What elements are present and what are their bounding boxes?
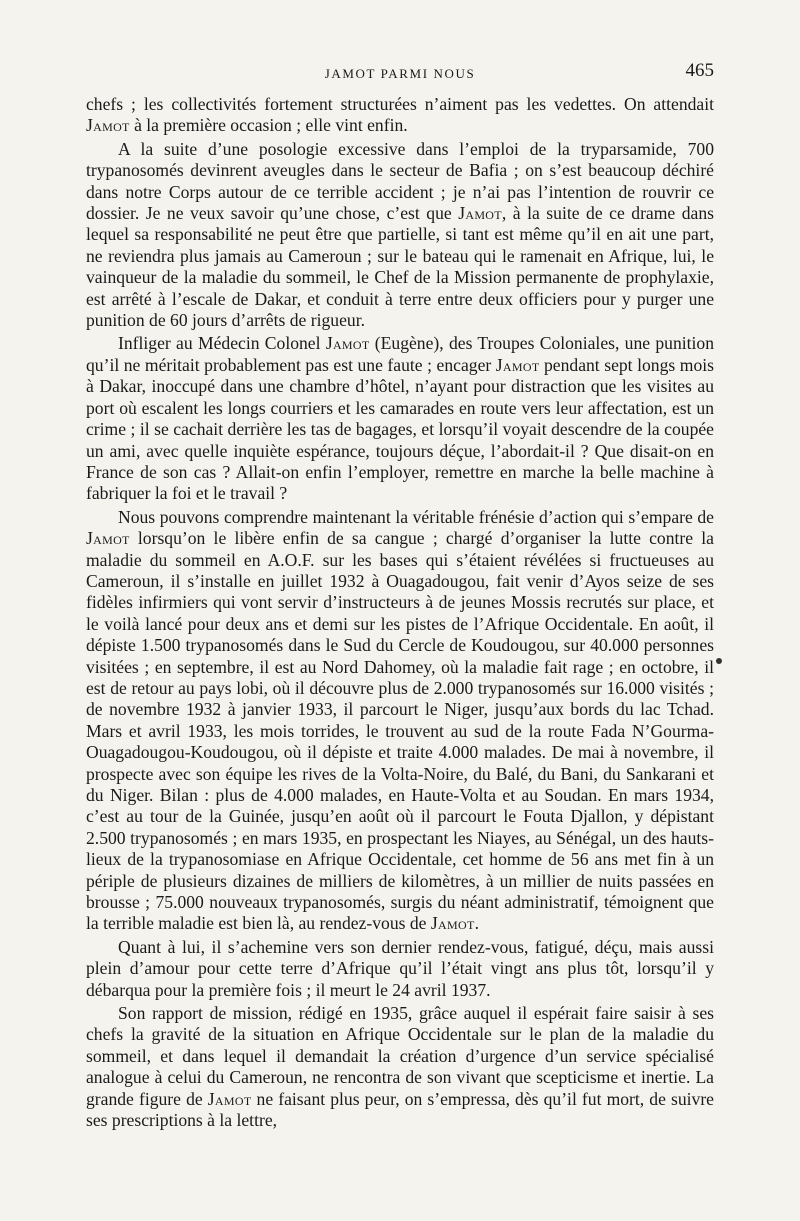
author-name-smallcaps: Jamot [207,1088,252,1109]
author-name-smallcaps: Jamot [86,528,130,549]
body-text [86,94,714,1132]
paragraph-6 [86,1003,714,1131]
author-name-smallcaps: Jamot [86,115,130,136]
paragraph-3 [86,333,714,504]
paragraph-1 [86,94,714,137]
text-run: chefs ; les collectivités fortement structurées n’aiment pas les vedettes. On attendait [86,94,714,114]
author-name-smallcaps: Jamot [458,203,502,224]
text-run: (Eugène), des Troupes Coloniales, une punition qu’il ne méritait probablement pas est une faute ; encager [86,333,715,375]
text-run: lorsqu’on le libère enfin de sa cangue ; chargé d’organiser la lutte contre la maladie du sommeil en A.O.F. sur les bases qui s’étaient révélées si fructueuses au Cameroun, il s’installe en juillet 1932 à Ouagadougou, fait venir d’Ayos seize de ses fidèles infirmiers qui vont servir d’instructeurs à de jeunes Mossis recrutés sur place, et le voilà lancé pour deux ans et demi sur les pistes de l’Afrique Occidentale. En août, il dépiste 1.500 trypanosomés dans le Sud du Cercle de Koudougou, sur 40.000 personnes visitées ; en septembre, il est au Nord Dahomey, où la maladie fait rage ; en octobre, il est de retour au pays lobi, où il découvre plus de 2.000 trypanosomés sur 16.000 visités ; de novembre 1932 à janvier 1933, il parcourt le Niger, jusqu’aux bords du lac Tchad. Mars et avril 1933, les mois torrides, le trouvent au sud de la route Fada N’Gourma-Ouagadougou-Koudougou, où il dépiste et traite 4.000 malades. De mai à novembre, il prospecte avec son équipe les rives de la Volta-Noire, du Balé, du Bani, du Sankarani et du Niger. Bilan : plus de 4.000 malades, en Haute-Volta et au Soudan. En mars 1934, c’est au tour de la Guinée, jusqu’en août où il parcourt le Fouta Djallon, y dépistant 2.500 trypanosomés ; en mars 1935, en prospectant les Niayes, au Sénégal, un des hauts-lieux de la trypanosomiase en Afrique Occidentale, cet homme de 56 ans met fin à un périple de plusieurs dizaines de milliers de kilomètres, à un millier de nuits passées en brousse ; 75.000 nouveaux trypanosomés, surgis du néant administratif, témoignent que la terrible maladie est bien là, au rendez-vous de [86,528,714,934]
author-name-smallcaps: Jamot [495,354,540,375]
paragraph-4 [86,507,714,935]
author-name-smallcaps: Jamot [325,333,370,354]
book-page [86,58,714,1132]
ink-smudge [716,658,722,664]
text-run: Nous pouvons comprendre maintenant la véritable frénésie d’action qui s’empare de [118,506,714,527]
running-head [86,58,714,94]
paragraph-5 [86,937,714,1001]
text-run: A la suite d’une posologie excessive dans l’emploi de la tryparsamide, 700 trypanosomés devinrent aveugles dans le secteur de Bafia ; on s’est beaucoup déchiré dans notre Corps autour de ce terrible accident ; je n’ai pas l’intention de rouvrir ce dossier. Je ne veux savoir qu’une chose, c’est que [86,138,714,224]
text-run: . [474,913,479,934]
text-run: à la première occasion ; elle vint enfin. [129,115,408,136]
running-title: JAMOT PARMI NOUS [324,66,476,81]
text-run: ne faisant plus peur, on s’empressa, dès qu’il fut mort, de suivre ses prescriptions à la lettre, [86,1088,714,1131]
author-name-smallcaps: Jamot [430,913,475,934]
text-run: pendant sept longs mois à Dakar, inoccupé dans une chambre d’hôtel, n’ayant pour distraction que les visites au port où escalent les longs courriers et les camarades en route vers leur affectation, est un crime ; il se cachait derrière les tas de bagages, et lorsqu’il voyait descendre de la coupée un ami, avec quelle inquiète espérance, toujours déçue, l’abordait-il ? Que disait-on en France de son cas ? Allait-on enfin l’employer, remettre en marche la belle machine à fabriquer la foi et le travail ? [86,354,714,504]
text-run: Quant à lui, il s’achemine vers son dernier rendez-vous, fatigué, déçu, mais aussi plein d’amour pour cette terre d’Afrique qu’il l’était vingt ans plus tôt, lorsqu’il y débarqua pour la première fois ; il meurt le 24 avril 1937. [86,936,714,1000]
text-run: Son rapport de mission, rédigé en 1935, grâce auquel il espérait faire saisir à ses chefs la gravité de la situation en Afrique Occidentale sur le plan de la maladie du sommeil, et dans lequel il demandait la création d’urgence d’un service spécialisé analogue à celui du Cameroun, ne rencontra de son vivant que scepticisme et inertie. La grande figure de [86,1003,714,1109]
text-run: , à la suite de ce drame dans lequel sa responsabilité ne peut être que partielle, si tant est même qu’il en ait une part, ne reviendra plus jamais au Cameroun ; sur le bateau qui le ramenait en Afrique, lui, le vainqueur de la maladie du sommeil, le Chef de la Mission permanente de prophylaxie, est arrêté à l’escale de Dakar, et conduit à terre entre deux officiers pour y purger une punition de 60 jours d’arrêts de rigueur. [86,203,714,331]
paragraph-2 [86,139,714,332]
page-number: 465 [685,60,714,81]
text-run: Infliger au Médecin Colonel [118,333,326,354]
